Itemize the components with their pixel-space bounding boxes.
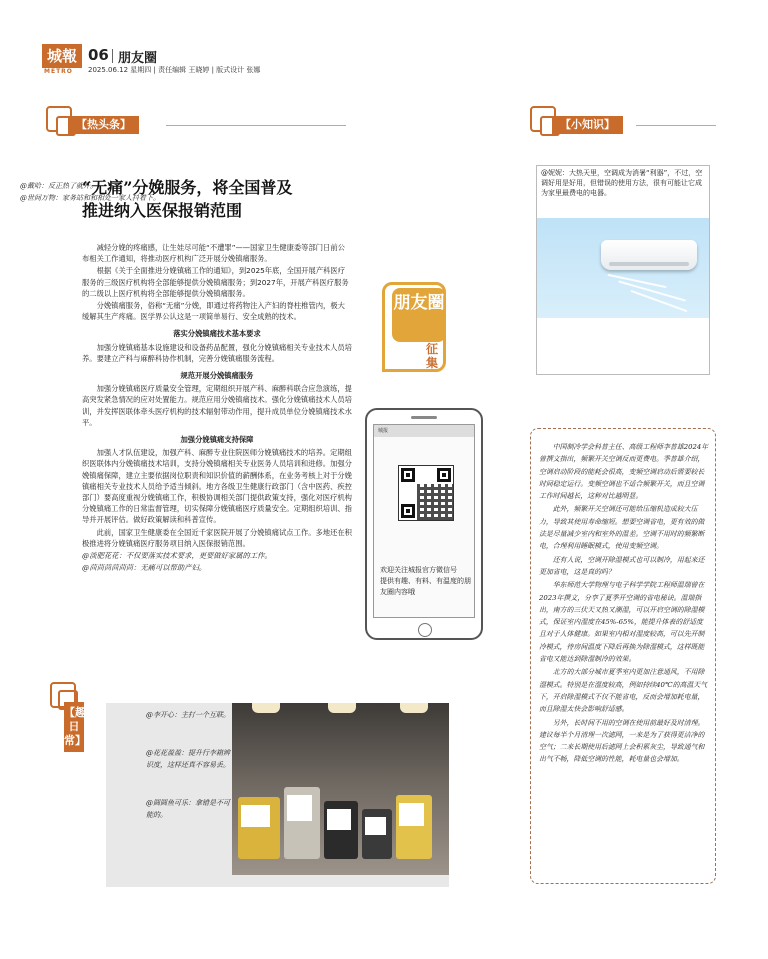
hot-news-tag <box>46 112 346 138</box>
chat-topbar: 城报 <box>374 425 474 437</box>
paragraph: 根据《关于全面推进分娩镇痛工作的通知》，到2025年底，全国开展产科医疗服务的三级医疗机构将全部能够提供分娩镇痛服务；到2027年，开展产科医疗服务的二级以上医疗机构将全部能够提供分娩镇痛服务。 <box>82 266 349 298</box>
subheading: 落实分娩镇痛技术基本要求 <box>173 329 261 339</box>
subheading: 加强分娩镇痛支持保障 <box>180 435 254 445</box>
notes-body <box>539 441 709 767</box>
qr-pattern <box>417 484 453 520</box>
paragraph: 分娩镇痛服务，俗称“无痛”分娩，即通过将药物注入产妇的脊柱椎管内，极大缓解其生产疼痛。医学界公认这是一项简单易行、安全成熟的技术。 <box>82 301 345 322</box>
ceiling-light <box>400 703 428 713</box>
paragraph: 还有人说，空调开除湿模式也可以制冷，用起来还更加省电，这是真的吗？ <box>539 555 705 576</box>
divider <box>112 49 113 63</box>
daily-label: 【趣日常】 <box>64 702 84 752</box>
tip-tag <box>530 112 720 138</box>
reader-comment: @戴哈：反正热了就开。 <box>20 182 97 190</box>
qr-finder <box>401 468 415 482</box>
friends-circle-badge <box>382 282 452 392</box>
tip-card <box>536 165 710 375</box>
tip-label: 【小知识】 <box>552 116 623 134</box>
paragraph: 此外，频繁开关空调还可能给压缩机造成较大压力，导致其使用寿命缩短。想要空调省电，更有效的做法是尽量减少室内和室外的温差。空调不用时的频繁断电，合理利用睡眠模式，使用变频空调。 <box>539 505 705 551</box>
reader-comment: @花花盈盈：提升行李箱辨识度，这样还真不容易丢。 <box>146 749 230 769</box>
qr-finder <box>401 504 415 518</box>
issue-meta: 2025.06.12 星期四 | 责任编辑 王晓婷 | 版式设计 张娜 <box>88 66 261 74</box>
luggage-photo <box>232 703 449 875</box>
air-conditioner-photo <box>537 218 709 318</box>
badge-subtitle: 征集 <box>426 342 439 370</box>
ceiling-light <box>328 703 356 713</box>
suitcase <box>324 801 358 859</box>
divider <box>636 125 716 126</box>
reader-comment: @李开心：主打一个互联。 <box>146 711 230 719</box>
daily-card <box>106 703 449 887</box>
phone-caption: 欢迎关注城报官方微信号 提供有趣、有料、有温度的朋友圈内容哦 <box>380 566 471 596</box>
air-conditioner-icon <box>601 240 697 270</box>
daily-tag <box>42 682 86 812</box>
article-headline: “无痛”分娩服务，将全国普及 推进纳入医保报销范围 <box>82 178 293 220</box>
suitcase-label <box>241 805 270 827</box>
ceiling-light <box>252 703 280 713</box>
suitcase-label <box>287 795 312 821</box>
suitcase <box>362 809 392 859</box>
daily-comments <box>146 709 230 847</box>
paragraph: 北方的大部分城市夏季室内更加注意通风，不用除湿模式。特别是在湿度较高，例如持续40℃的高温天气下，开启除湿模式不仅不能省电，反而会增加耗电量，而且除湿太快会影响舒适感。 <box>539 668 708 714</box>
page-number: 06 <box>88 46 109 64</box>
phone-illustration <box>365 408 483 640</box>
paragraph: 另外，长时间不用的空调在使用前最好及时清理。建议每半个月清理一次滤网，一来是为了获得更洁净的空气；二来长期使用后滤网上会积累灰尘，导致通气和出气不畅，降低空调的性能，耗电量也会增加。 <box>539 718 705 764</box>
speaker-icon <box>411 416 437 419</box>
reader-comment: @淡肥花花：不仅要落实技术要求，更要做好家属的工作。 <box>82 551 272 561</box>
paragraph: 加强人才队伍建设，加强产科、麻醉专业住院医师分娩镇痛技术的培养。定期组织医联体内分娩镇痛技术培训，支持分娩镇痛相关专业医务人员培训和进修。加强分娩镇痛保障，建立主要依据岗位职责和知识价值的薪酬体系，在业务考核上对于分娩镇痛相关专业技术人员给予适当倾斜。地方各级卫生健康行政部门（含中医药、疾控部门）要高度重视分娩镇痛工作，积极协调相关部门提供政策支持，强化对医疗机构分娩镇痛工作的日常监督管理，切实保障分娩镇痛医疗质量安全。定期组织培训、指导并开展评估。做好政策解读和科普宣传。 <box>82 448 352 525</box>
suitcase-label <box>399 803 424 826</box>
subheading: 规范开展分娩镇痛服务 <box>180 371 254 381</box>
knowledge-notes <box>530 428 716 884</box>
phone-screen <box>373 424 475 618</box>
paragraph: 加强分娩镇痛基本设施建设和设备药品配置，强化分娩镇痛相关专业技术人员培养。要建立产科与麻醉科协作机制，完善分娩镇痛服务流程。 <box>82 342 352 363</box>
tip-comments <box>20 180 170 204</box>
paragraph: 华东师范大学物理与电子科学学院工程师温瑞曾在2023年撰文，分享了夏季开空调的省电秘诀。温瑞指出，南方的三伏天又热又潮湿，可以开启空调的除湿模式，保证室内湿度在45%-65%，能提升体表的舒适度且对于人体健康。如果室内相对湿度较高，可以先开制冷模式，待房间温度下降后再换为除湿模式，这样既能省电又能达到除湿制冷的效果。 <box>539 581 705 664</box>
suitcase <box>284 787 320 859</box>
suitcase <box>396 795 432 859</box>
masthead <box>42 44 342 78</box>
reader-comment: @世间万物：家务站和和相处一家人抖着下。 <box>20 194 160 202</box>
hot-news-label: 【热头条】 <box>68 116 139 134</box>
suitcase <box>238 797 280 859</box>
divider <box>166 125 346 126</box>
suitcase-label <box>327 809 351 830</box>
suitcase-label <box>365 817 386 835</box>
logo-subtitle: METRO <box>44 68 73 75</box>
reader-comment: @圆圆鱼可乐：拿错是不可能的。 <box>146 799 230 819</box>
paragraph: 中国制冷学会科普主任、高级工程师李普雄2024年曾撰文指出，频繁开关空调反而更费电。季普雄介绍，空调启动阶段的能耗会很高，变频空调启动后需要较长时间稳定运行。变频空调也不适合频繁开关，而且空调工作时间越长，这种对比越明显。 <box>539 443 709 501</box>
ac-vent <box>609 262 689 266</box>
paragraph: 加强分娩镇痛医疗质量安全管理，定期组织开展产科、麻醉科联合应急演练，提高突发紧急情况的应对处置能力。规范应用分娩镇痛技术。强化分娩镇痛技术人员培训，并发挥医联体牵头医疗机构的技术辐射带动作用，提升成员单位分娩镇痛技术水平。 <box>82 384 352 427</box>
badge-title: 朋友圈 <box>392 288 446 342</box>
qr-code[interactable] <box>398 465 454 521</box>
paragraph: 此前，国家卫生健康委在全国近千家医院开展了分娩镇痛试点工作。多地还在积极推进将分娩镇痛医疗服务项目纳入医保报销范围。 <box>82 527 352 548</box>
home-button-icon <box>418 623 432 637</box>
tip-intro: @妮妮：大热天里，空调成为消暑“利器”，不过，空调好用是好用，但错误的使用方法，很有可能让它成为家里最费电的电器。 <box>541 169 703 197</box>
newspaper-logo: 城報 <box>42 44 82 68</box>
section-title: 朋友圈 <box>118 51 158 66</box>
article-body <box>82 242 352 574</box>
qr-finder <box>437 468 451 482</box>
reader-comment: @茴茴茴茴茴茴：无痛可以帮助产妇。 <box>82 563 207 573</box>
paragraph: 减轻分娩的疼痛感，让生娃尽可能“不遭罪”——国家卫生健康委等部门日前公布相关工作通知，将推动医疗机构广泛开展分娩镇痛服务。 <box>82 243 345 264</box>
